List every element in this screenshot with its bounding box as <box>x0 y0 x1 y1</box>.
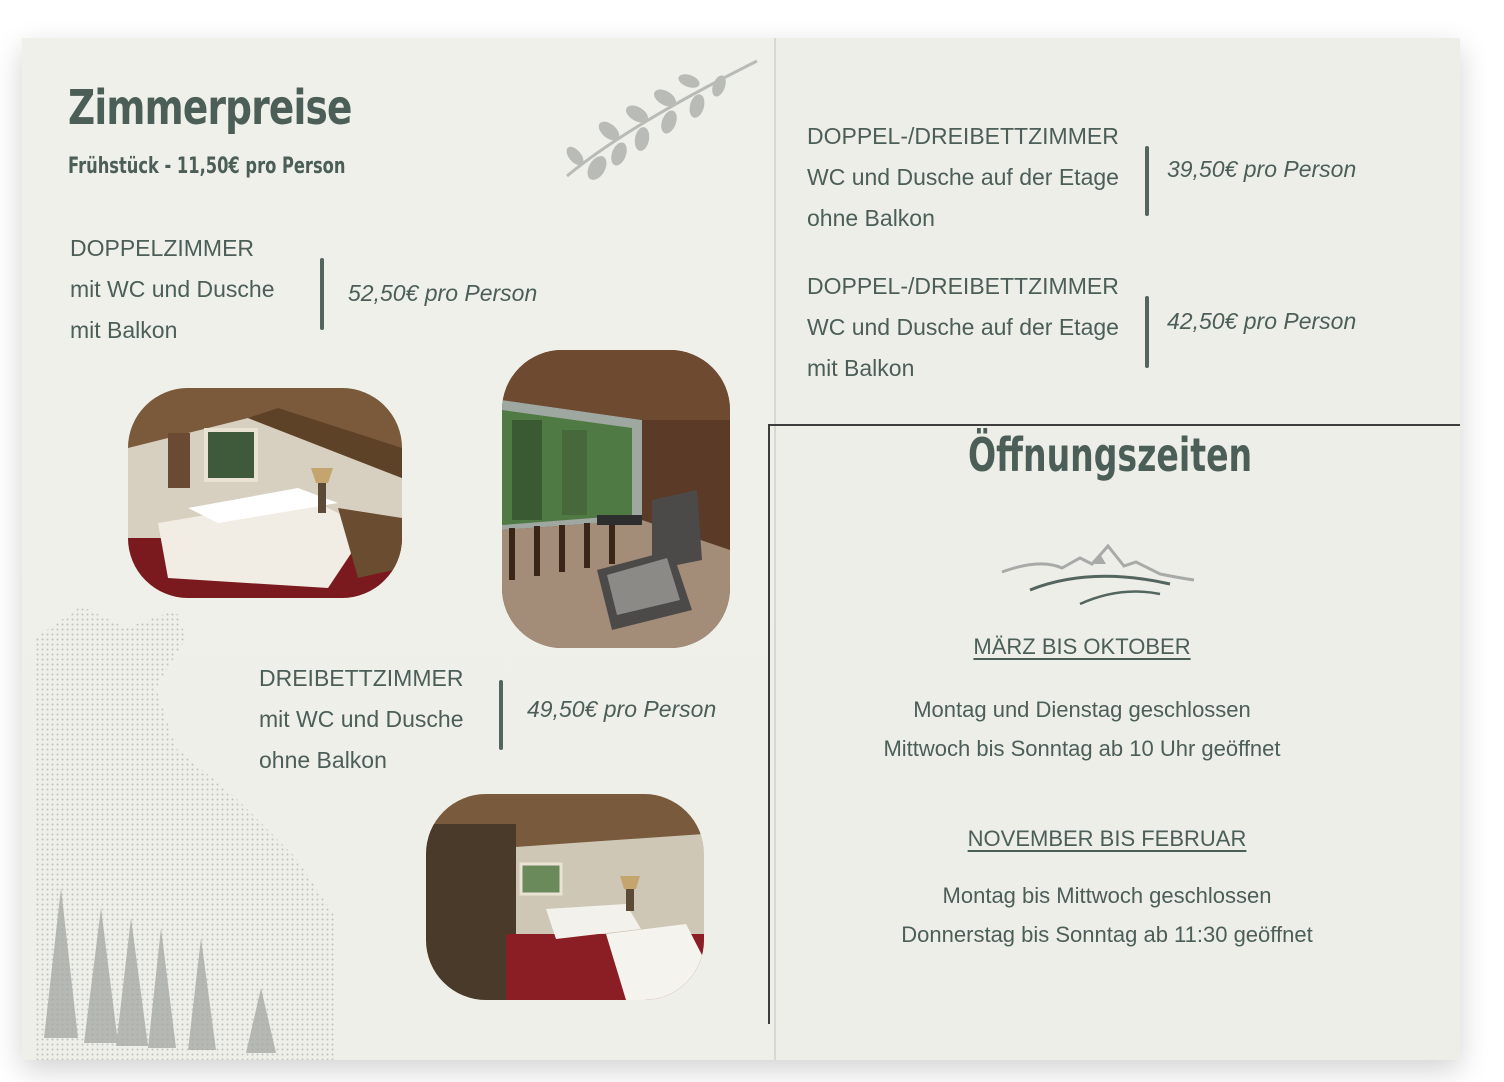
room-price: 52,50€ pro Person <box>348 280 538 306</box>
price-divider <box>320 258 324 330</box>
hours-line: Montag und Dienstag geschlossen <box>913 697 1251 722</box>
room-price: 39,50€ pro Person <box>1167 156 1357 182</box>
branch-illustration <box>557 56 767 196</box>
hours-line: Donnerstag bis Sonntag ab 11:30 geöffnet <box>901 922 1313 947</box>
photo-double-room <box>128 388 402 598</box>
season-heading: MÄRZ BIS OKTOBER <box>973 634 1191 659</box>
season-winter <box>867 826 1347 954</box>
room-doppel-dreibett-mit-balkon <box>807 266 1357 389</box>
room-feature: mit Balkon <box>807 355 915 381</box>
room-feature: WC und Dusche auf der Etage <box>807 164 1119 190</box>
photo-balcony <box>502 350 730 648</box>
price-divider <box>499 680 503 750</box>
room-price: 49,50€ pro Person <box>527 696 717 722</box>
room-dreibettzimmer <box>259 658 717 781</box>
room-name: DOPPELZIMMER <box>70 235 255 261</box>
room-feature: ohne Balkon <box>807 205 935 231</box>
page-title: Zimmerpreise <box>68 80 352 136</box>
hours-line: Mittwoch bis Sonntag ab 10 Uhr geöffnet <box>883 736 1281 761</box>
room-feature: mit WC und Dusche <box>70 276 275 302</box>
hours-line: Montag bis Mittwoch geschlossen <box>942 883 1272 908</box>
season-summer <box>842 634 1322 768</box>
season-heading: NOVEMBER BIS FEBRUAR <box>967 826 1247 851</box>
price-divider <box>1145 296 1149 368</box>
photo-triple-room <box>426 794 704 1000</box>
room-doppel-dreibett-ohne-balkon <box>807 116 1357 239</box>
room-name: DOPPEL-/DREIBETTZIMMER <box>807 123 1119 149</box>
room-name: DREIBETTZIMMER <box>259 665 464 691</box>
room-feature: mit Balkon <box>70 317 178 343</box>
section-divider-horizontal <box>768 424 1460 426</box>
mountain-icon <box>1000 544 1196 614</box>
breakfast-price: Frühstück - 11,50€ pro Person <box>68 154 346 179</box>
room-prices-page <box>22 38 774 1060</box>
room-name: DOPPEL-/DREIBETTZIMMER <box>807 273 1119 299</box>
room-feature: mit WC und Dusche <box>259 706 464 732</box>
room-feature: ohne Balkon <box>259 747 387 773</box>
opening-hours-title: Öffnungszeiten <box>968 428 1253 482</box>
room-doppelzimmer <box>70 228 538 351</box>
price-divider <box>1145 146 1149 216</box>
room-price: 42,50€ pro Person <box>1167 308 1357 334</box>
room-feature: WC und Dusche auf der Etage <box>807 314 1119 340</box>
section-divider-vertical <box>768 424 770 1024</box>
